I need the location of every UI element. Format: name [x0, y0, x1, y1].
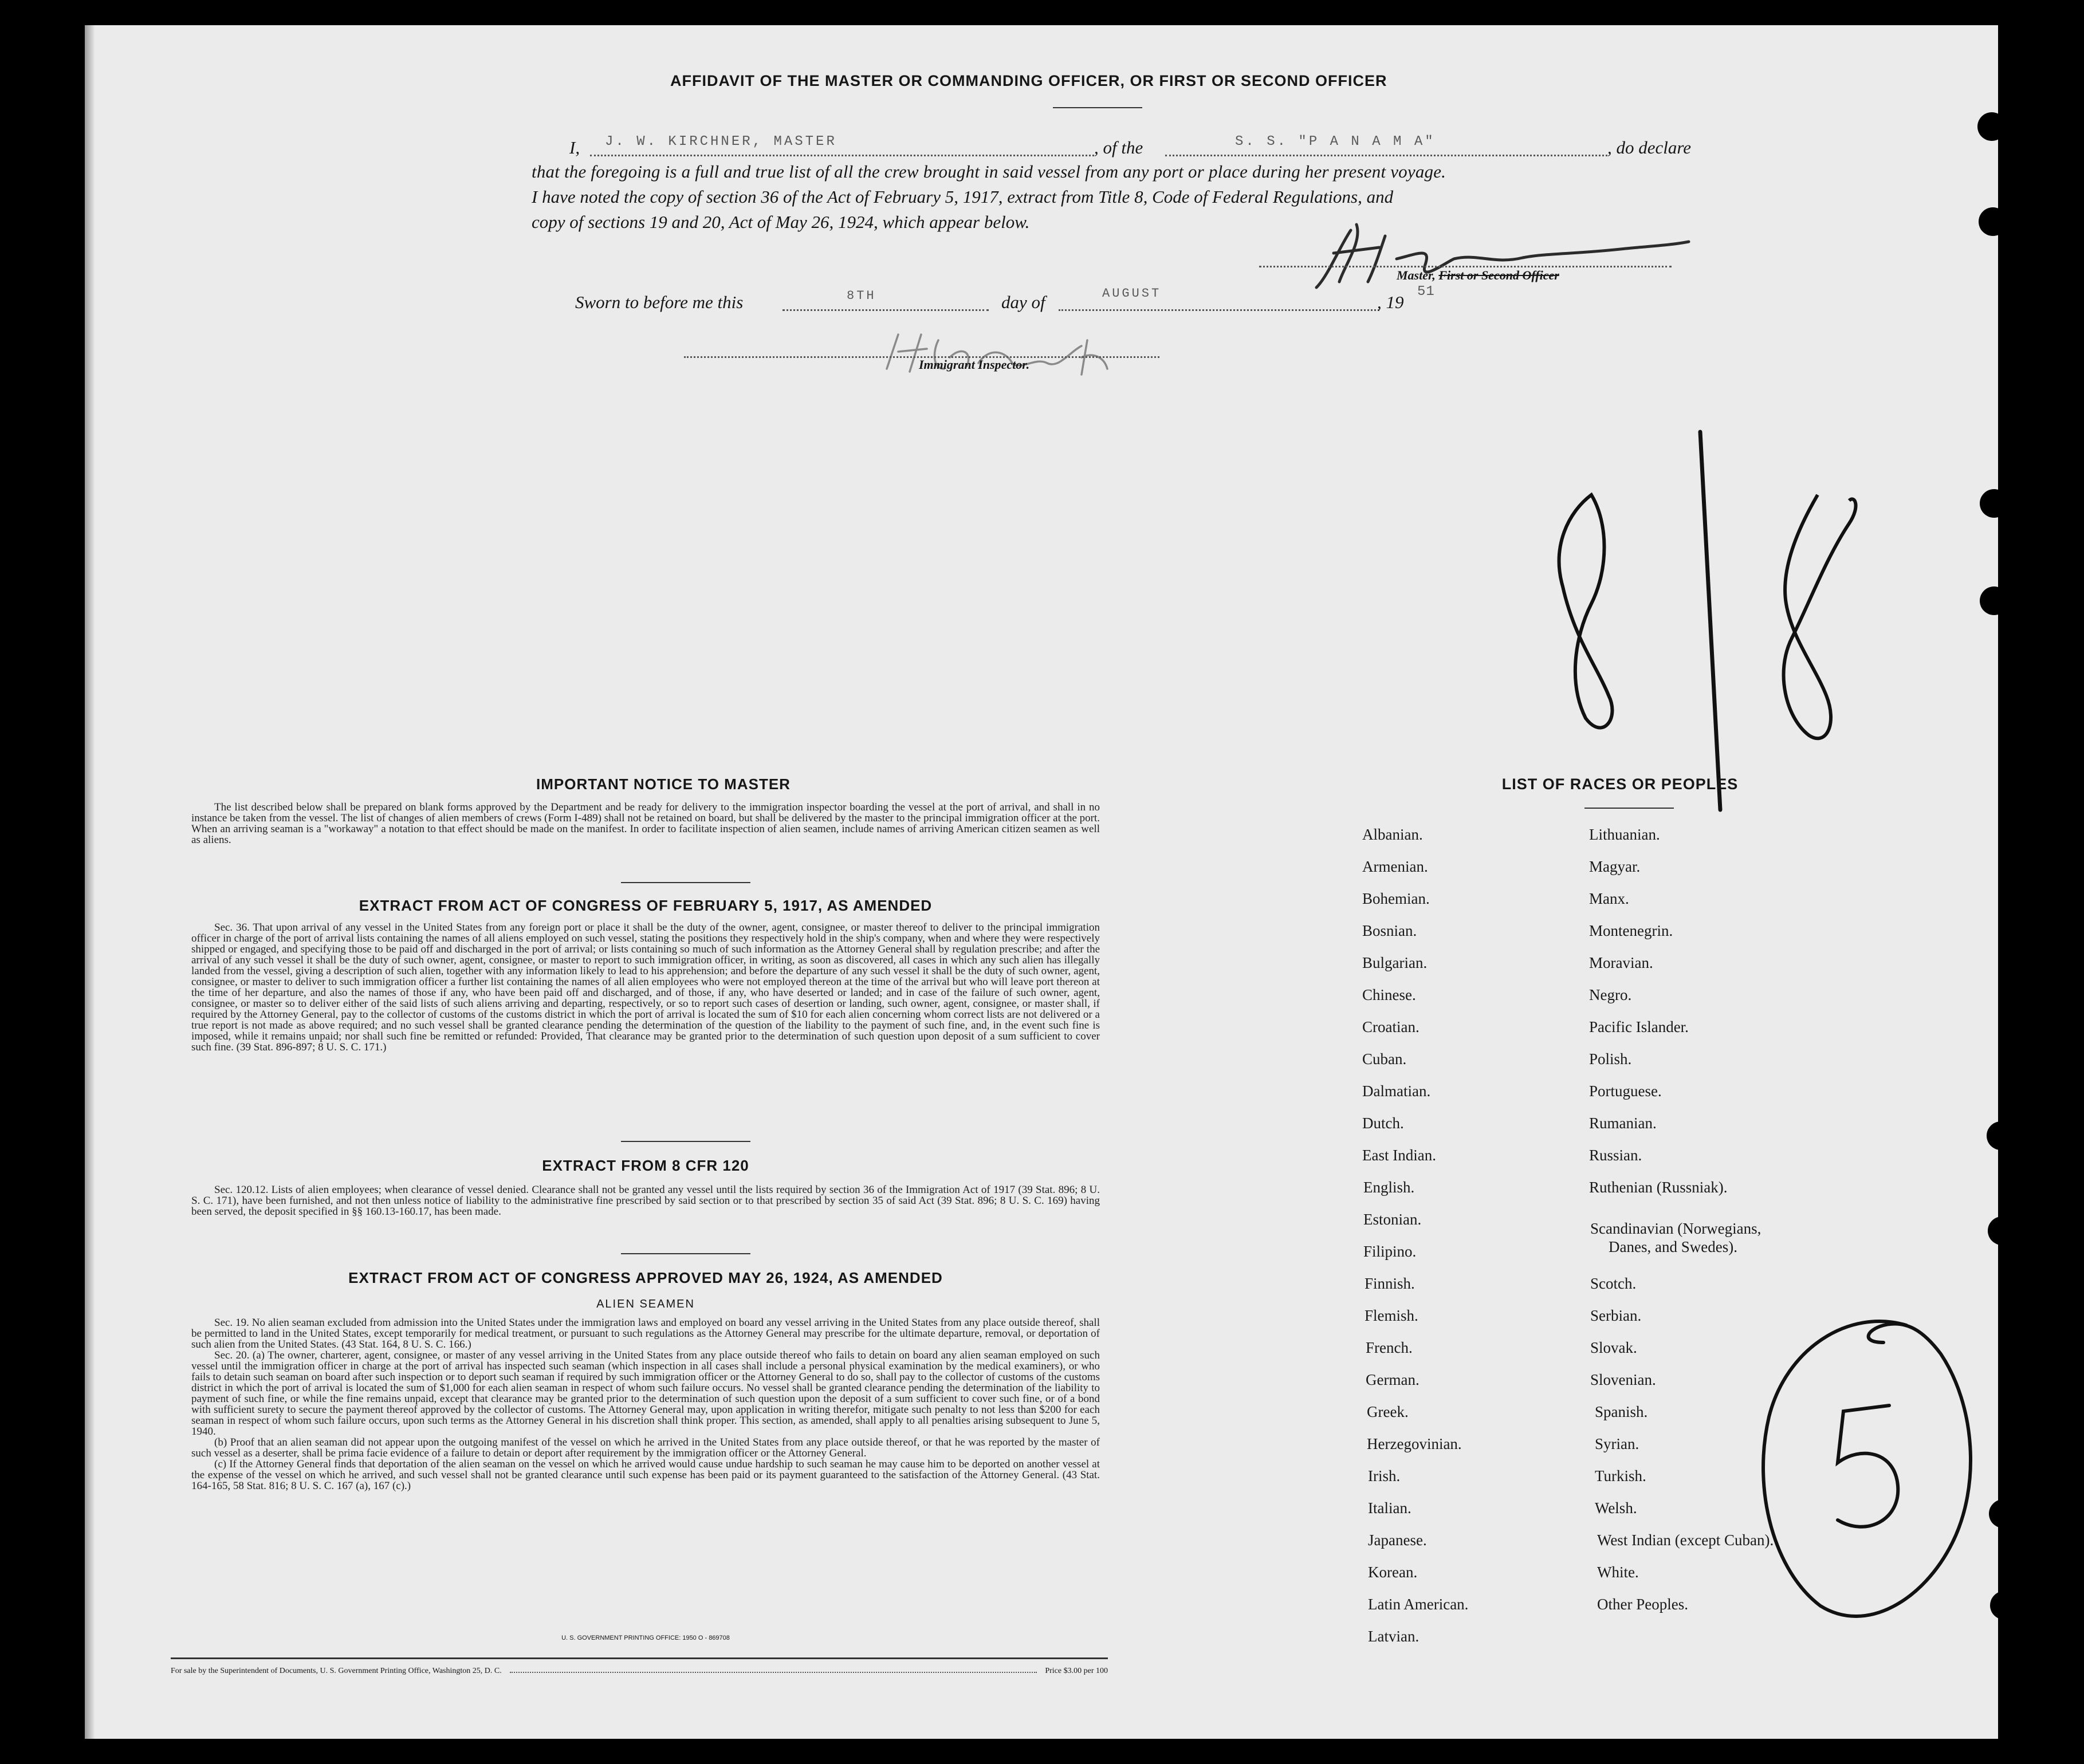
binder-hole: [1988, 1216, 2016, 1245]
day-of-text: day of: [1001, 292, 1045, 312]
signature-line: [1259, 266, 1672, 267]
race-item: Dalmatian.: [1362, 1082, 1431, 1100]
race-item: East Indian.: [1362, 1147, 1436, 1164]
race-item: Bulgarian.: [1362, 954, 1428, 971]
affidavit-i: I,: [569, 137, 580, 158]
binder-hole: [1980, 489, 2008, 518]
race-item: Dutch.: [1362, 1115, 1404, 1132]
footer-rule: [171, 1657, 1108, 1659]
races-divider: [1584, 808, 1674, 809]
vessel-name-typed: S. S. "P A N A M A": [1235, 134, 1436, 148]
race-item: Irish.: [1368, 1467, 1401, 1485]
race-item: Russian.: [1589, 1147, 1642, 1164]
binder-hole: [1980, 586, 2008, 615]
sworn-month-line: [1059, 309, 1379, 311]
race-item: Ruthenian (Russniak).: [1589, 1179, 1728, 1196]
race-item: Spanish.: [1595, 1403, 1648, 1420]
race-item: Italian.: [1368, 1499, 1411, 1517]
race-item: Bohemian.: [1362, 890, 1430, 907]
sec-20c-text: (c) If the Attorney General finds that deportation of the alien seaman on the vessel on which he arrived would cause undue hardship to such seaman he may cause him to be deported on another vessel at the expense of the vessel on which he arrived, and such vessel shall not be granted clearance until such expense has been paid or its payment guaranteed to the satisfaction of the Attorney General. (43 Stat. 164-165, 58 Stat. 816; 8 U. S. C. 167 (a), 167 (c).): [191, 1458, 1100, 1492]
race-item: Other Peoples.: [1597, 1596, 1688, 1613]
race-item: Turkish.: [1595, 1467, 1646, 1485]
sworn-day-line: [783, 309, 989, 311]
year-prefix: , 19: [1377, 292, 1404, 312]
master-caption-text: Master,: [1397, 268, 1436, 282]
affidavit-of-the: , of the: [1094, 137, 1143, 158]
race-item: Scandinavian (Norwegians,: [1590, 1220, 1761, 1237]
race-item: Welsh.: [1595, 1499, 1637, 1517]
extract-1917-divider: [621, 1141, 750, 1142]
race-item: Albanian.: [1362, 826, 1423, 843]
extract-1924-body: [191, 1317, 1100, 1491]
race-item: Estonian.: [1363, 1211, 1422, 1228]
extract-cfr-divider: [621, 1253, 750, 1254]
sworn-day: 8TH: [847, 289, 876, 303]
race-item: Herzegovinian.: [1367, 1435, 1462, 1452]
race-item: Pacific Islander.: [1589, 1018, 1689, 1035]
master-name-line: [590, 155, 1094, 156]
race-item: Moravian.: [1589, 954, 1653, 971]
master-caption: [1397, 268, 1559, 283]
binder-hole: [1989, 1499, 2018, 1528]
race-item: White.: [1597, 1564, 1639, 1581]
circled-number: [1735, 1302, 1987, 1623]
race-item: Slovak.: [1590, 1339, 1637, 1356]
race-item: Polish.: [1589, 1050, 1632, 1068]
race-item: West Indian (except Cuban).: [1597, 1531, 1774, 1549]
race-item: Korean.: [1368, 1564, 1418, 1581]
race-item: Rumanian.: [1589, 1115, 1657, 1132]
race-item: Danes, and Swedes).: [1609, 1238, 1737, 1255]
affidavit-line-4: copy of sections 19 and 20, Act of May 26, 1924, which appear below.: [532, 212, 1030, 232]
affidavit-line-3: I have noted the copy of section 36 of the Act of February 5, 1917, extract from Title 8, Code of Federal Regulations, and: [532, 187, 1394, 207]
binder-hole: [1977, 112, 2006, 141]
extract-cfr-text: Sec. 120.12. Lists of alien employees; when clearance of vessel denied. Clearance shall not be granted any vessel until the lists required by section 36 of the Immigration Act of 1917 (39 Stat. 896; 8 U. S. C. 171), have been furnished, and not then unless notice of liability to the administrative fine prescribed by said section or to that prescribed by section 35 of said Act (39 Stat. 896; 8 U. S. C. 169) having been served, the deposit specified in §§ 160.13-160.17, has been made.: [191, 1184, 1100, 1218]
notice-text: The list described below shall be prepared on blank forms approved by the Department and be ready for delivery to the immigration inspector boarding the vessel at the port of arrival, and shall in no instance be taken from the vessel. The list of changes of alien members of crews (Form I-489) shall not be retained on board, but shall be delivered by the master to the principal immigration officer at the port. When an arriving seaman is a "workaway" a notation to that effect should be made on the manifest. In order to facilitate inspection of alien seamen, include names of arriving American citizen seamen as well as aliens.: [191, 801, 1100, 846]
races-title: LIST OF RACES OR PEOPLES: [1501, 775, 1739, 793]
sworn-month: AUGUST: [1102, 286, 1162, 301]
race-item: Syrian.: [1595, 1435, 1639, 1452]
sec-19-text: Sec. 19. No alien seaman excluded from admission into the United States under the immigration laws and employed on board any vessel arriving in the United States from any place outside thereof, shall be permitted to land in the United States, except temporarily for medical treatment, or pursuant to such regulations as the Attorney General may prescribe for the ultimate departure, removal, or deportation of such alien from the United States. (43 Stat. 164, 8 U. S. C. 166.): [191, 1317, 1100, 1350]
race-item: French.: [1366, 1339, 1413, 1356]
race-item: Japanese.: [1368, 1531, 1427, 1549]
page-edge-shadow: [85, 25, 95, 1739]
race-item: Cuban.: [1362, 1050, 1407, 1068]
footer-line: [171, 1667, 1108, 1676]
year-suffix: 51: [1417, 284, 1435, 300]
alien-seamen-subtitle: ALIEN SEAMEN: [596, 1298, 695, 1310]
race-item: Filipino.: [1363, 1243, 1417, 1260]
footer-leader: [510, 1667, 1037, 1673]
affidavit-title: AFFIDAVIT OF THE MASTER OR COMMANDING OFFICER, OR FIRST OR SECOND OFFICER: [670, 72, 1387, 89]
race-item: Slovenian.: [1590, 1371, 1656, 1388]
race-item: English.: [1363, 1179, 1415, 1196]
sworn-prefix: Sworn to before me this: [575, 292, 744, 312]
race-item: Latin American.: [1368, 1596, 1469, 1613]
extract-1917-text: Sec. 36. That upon arrival of any vessel in the United States from any foreign port or place it shall be the duty of the owner, agent, consignee, or master thereof to deliver to the principal immigration officer in charge of the port of arrival lists containing the names of all aliens employed on such vessel, stating the positions they respectively hold in the ship's company, when and where they were respectively shipped or engaged, and specifying those to be paid off and discharged in the port of arrival; or lists containing so much of such information as the Attorney General shall by regulation prescribe; and after the arrival of any such vessel it shall be the duty of such owner, agent, consignee, or master to report to such immigration officer, in writing, as soon as discovered, all cases in which any such alien has illegally landed from the vessel, giving a description of such alien, together with any information likely to lead to his apprehension; and before the departure of any such vessel it shall be the duty of such owner, agent, consignee, or master to deliver to such immigration officer a further list containing the names of all alien employees who were not employed thereon at the time of the arrival but who will leave port thereon at the time of her departure, and also the names of those if any, who have been paid off and discharged, and of those, if any, who have deserted or landed; and in case of the failure of such owner, agent, consignee, or master so to deliver either of the said lists of such aliens arriving and departing, respectively, or so to report such cases of desertion or landing, such owner, agent, consignee, or master shall, if required by the Attorney General, pay to the collector of customs of the customs district in which the port of arrival is located the sum of $10 for each alien concerning whom correct lists are not delivered or a true report is not made as above required; and no such vessel shall be granted clearance pending the determination of the question of the liability to the payment of such fine, and, in the event such fine is imposed, while it remains unpaid; nor shall such fine be remitted or refunded: Provided, That clearance may be granted prior to the determination of such question upon deposit of a sum sufficient to cover such fine. (39 Stat. 896-897; 8 U. S. C. 171.): [191, 922, 1100, 1053]
gpo-imprint: U. S. GOVERNMENT PRINTING OFFICE: 1950 O - 869708: [561, 1635, 730, 1641]
race-item: German.: [1366, 1371, 1420, 1388]
race-item: Armenian.: [1362, 858, 1428, 875]
race-item: Montenegrin.: [1589, 922, 1673, 939]
race-item: Portuguese.: [1589, 1082, 1662, 1100]
binder-hole: [1987, 1121, 2015, 1150]
race-item: Serbian.: [1590, 1307, 1642, 1324]
affidavit-line-2: that the foregoing is a full and true list of all the crew brought in said vessel from any port or place during her present voyage.: [532, 162, 1446, 182]
vessel-line: [1165, 155, 1607, 156]
for-sale-text: For sale by the Superintendent of Documents, U. S. Government Printing Office, Washington 25, D. C.: [171, 1667, 502, 1675]
race-item: Latvian.: [1368, 1628, 1420, 1645]
binder-hole: [1990, 1591, 2019, 1620]
race-item: Negro.: [1589, 986, 1632, 1003]
race-item: Finnish.: [1365, 1275, 1415, 1292]
race-item: Bosnian.: [1362, 922, 1417, 939]
master-name-typed: J. W. KIRCHNER, MASTER: [605, 134, 837, 148]
race-item: Chinese.: [1362, 986, 1416, 1003]
document-page: [85, 25, 1998, 1739]
title-divider: [1053, 107, 1142, 108]
race-item: Manx.: [1589, 890, 1629, 907]
extract-1924-title: EXTRACT FROM ACT OF CONGRESS APPROVED MAY 26, 1924, AS AMENDED: [348, 1269, 943, 1286]
inspector-caption: Immigrant Inspector.: [919, 357, 1030, 372]
race-item: Flemish.: [1365, 1307, 1418, 1324]
race-item: Scotch.: [1590, 1275, 1637, 1292]
race-item: Croatian.: [1362, 1018, 1420, 1035]
notice-divider: [621, 882, 750, 883]
race-item: Lithuanian.: [1589, 826, 1660, 843]
affidavit-do-declare: , do declare: [1607, 137, 1692, 158]
price-text: Price $3.00 per 100: [1045, 1667, 1108, 1675]
extract-cfr-title: EXTRACT FROM 8 CFR 120: [542, 1157, 749, 1174]
sec-20a-text: Sec. 20. (a) The owner, charterer, agent, consignee, or master of any vessel arriving in the United States from any place outside thereof who fails to detain on board any alien seaman employed on such vessel until the immigration officer in charge at the port of arrival has inspected such seaman (which inspection in all cases shall include a personal physical examination by the medical examiners), or who fails to detain such seaman on board after such inspection or to deport such seaman if required by such immigration officer or the Attorney General to do so, shall pay to the collector of customs of the customs district in which the port of arrival is located the sum of $1,000 for each alien seaman in respect of whom such failure occurs. No vessel shall be granted clearance pending the determination of the liability to payment of such fine, or while the fine remains unpaid, except that clearance may be granted prior to the determination of such question upon the deposit of a sum sufficient to cover such fine, or of a bond with sufficient surety to secure the payment thereof approved by the collector of customs. The Attorney General may, upon application in writing therefor, mitigate such penalty to not less than $200 for each seaman in respect of whom such failure occurs, upon such terms as the Attorney General in his discretion shall think proper. This section, as amended, shall apply to all penalties arising subsequent to June 5, 1940.: [191, 1349, 1100, 1438]
extract-1917-title: EXTRACT FROM ACT OF CONGRESS OF FEBRUARY 5, 1917, AS AMENDED: [359, 897, 933, 914]
struck-caption: First or Second Officer: [1438, 268, 1559, 282]
handwritten-page-number: [1528, 397, 1929, 827]
master-signature: [1305, 213, 1694, 305]
binder-hole: [1979, 207, 2007, 236]
notice-title: IMPORTANT NOTICE TO MASTER: [536, 775, 791, 793]
race-item: Magyar.: [1589, 858, 1641, 875]
sec-20b-text: (b) Proof that an alien seaman did not appear upon the outgoing manifest of the vessel on which he arrived in the United States from any place outside thereof, or that he was reported by the master of such vessel as a deserter, shall be prima facie evidence of a failure to detain or deport after requirement by the immigration officer or the Attorney General.: [191, 1436, 1100, 1459]
race-item: Greek.: [1367, 1403, 1409, 1420]
